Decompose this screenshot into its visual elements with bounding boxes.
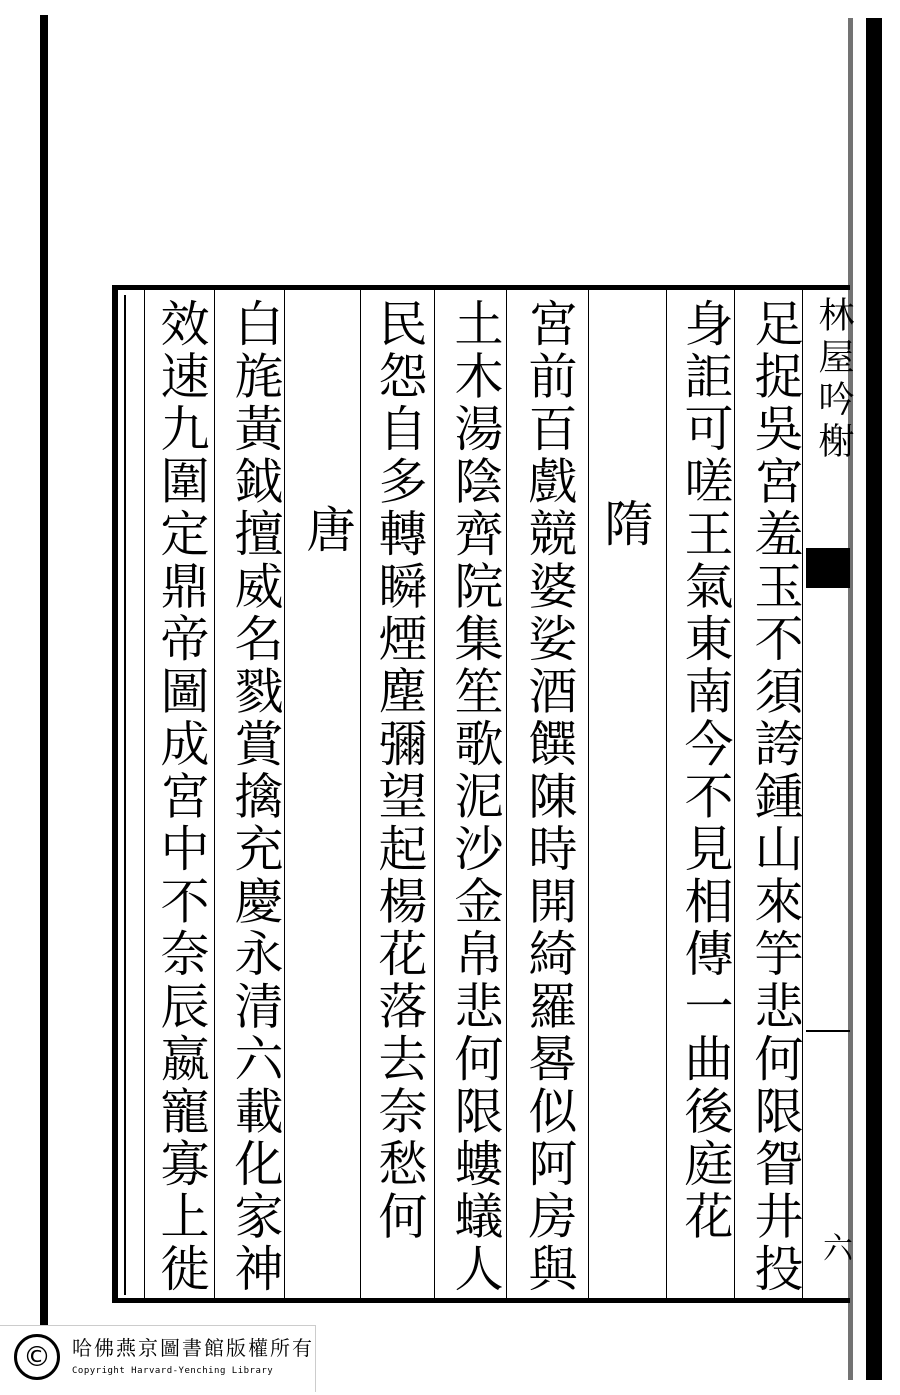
text-column-7: 效速九圍定鼎帝圖成宮中不奈辰嬴寵寡上徙: [153, 298, 210, 1296]
right-spine: [866, 18, 882, 1380]
border-bottom: [112, 1298, 850, 1303]
dynasty-heading-tang: 唐: [299, 504, 356, 557]
border-left-inner: [124, 295, 126, 1295]
border-top: [112, 285, 850, 290]
col-divider: [588, 290, 589, 1300]
col-divider: [214, 290, 215, 1300]
col-divider: [734, 290, 735, 1300]
copyright-icon: ©: [14, 1334, 60, 1380]
dynasty-heading-sui: 隋: [597, 498, 654, 551]
text-column-3: 宮前百戲競婆娑酒饌陳時開綺羅晷似阿房與: [521, 298, 578, 1296]
copyright-english: Copyright Harvard-Yenching Library: [72, 1366, 274, 1376]
col-divider: [506, 290, 507, 1300]
col-divider: [284, 290, 285, 1300]
text-column-6: 白旄黃鉞擅威名戮賞擒充慶永清六載化家神: [227, 298, 284, 1296]
text-column-5: 民怨自多轉瞬煙塵彌望起楊花落去奈愁何: [371, 298, 428, 1243]
col-divider: [360, 290, 361, 1300]
fish-tail-mark: [806, 548, 850, 588]
page-number: 六: [817, 1232, 852, 1268]
right-spine-thin: [848, 18, 853, 1380]
col-divider: [434, 290, 435, 1300]
col-divider: [666, 290, 667, 1300]
margin-title: 林屋吟榭: [813, 296, 854, 464]
margin-rule: [806, 1030, 850, 1032]
copyright-chinese: 哈佛燕京圖書館版權所有: [72, 1336, 314, 1360]
text-column-2: 身詎可嗟王氣東南今不見相傳一曲後庭花: [677, 298, 734, 1243]
border-left: [112, 285, 118, 1303]
text-column-4: 土木湯陰齊院集笙歌泥沙金帛悲何限螻蟻人: [447, 298, 504, 1296]
left-binding-line: [40, 15, 48, 1335]
text-column-1: 足捉吳宮羞玉不須誇鍾山來竽悲何限眢井投: [747, 298, 804, 1296]
copyright-stamp: [0, 1325, 316, 1392]
col-divider: [144, 290, 145, 1300]
